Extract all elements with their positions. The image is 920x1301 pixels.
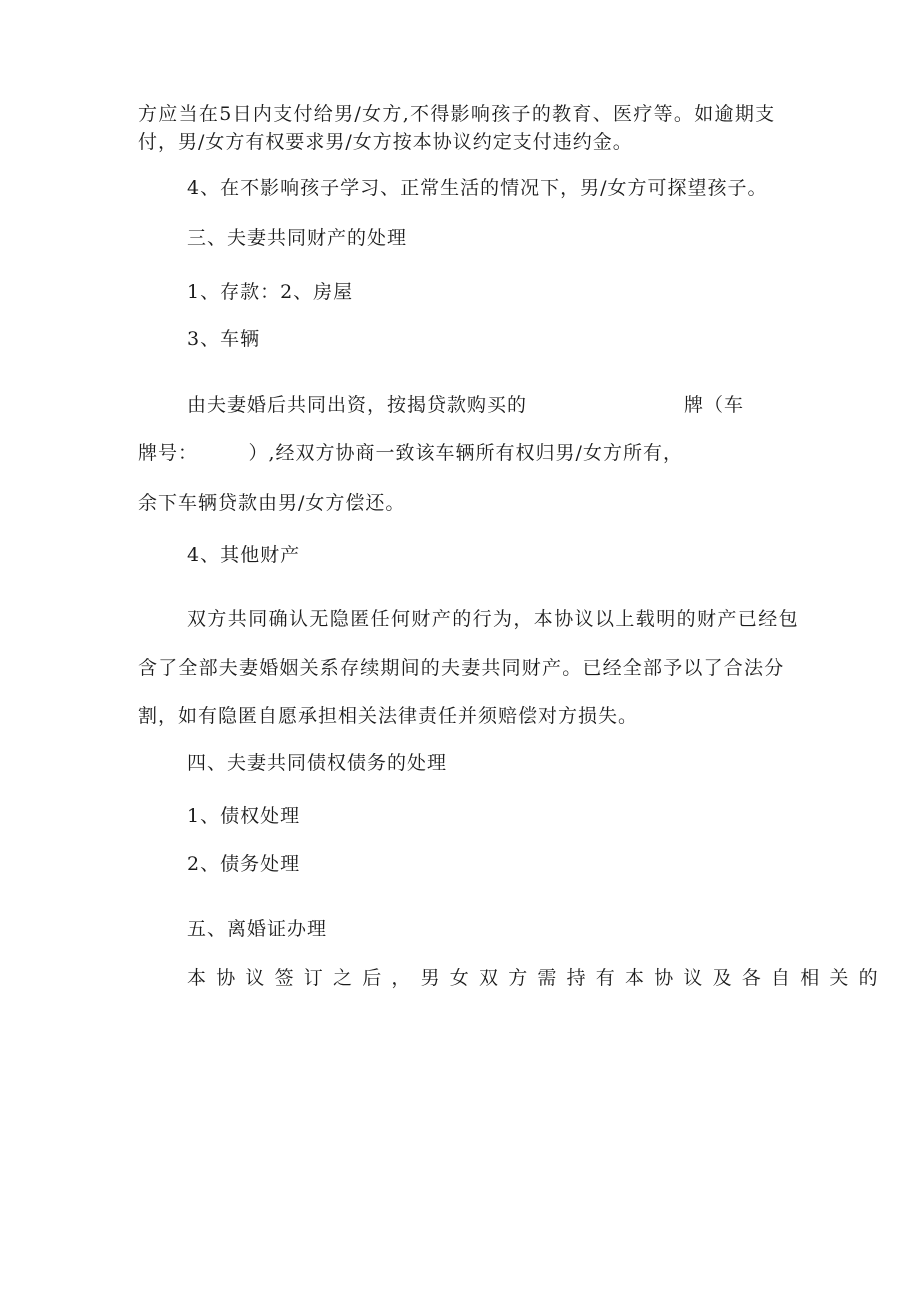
paragraph-line: 付，男/女方有权要求男/女方按本协议约定支付违约金。	[138, 131, 633, 153]
paragraph-line: 双方共同确认无隐匿任何财产的行为，本协议以上载明的财产已经包	[187, 608, 800, 630]
list-item: 2、债务处理	[187, 853, 301, 875]
paragraph-line: 由夫妻婚后共同出资，按揭贷款购买的	[187, 394, 528, 416]
paragraph-line: 牌（车	[684, 394, 745, 416]
section-heading: 四、夫妻共同债权债务的处理	[187, 752, 448, 774]
list-item: 4、在不影响孩子学习、正常生活的情况下，男/女方可探望孩子。	[187, 177, 768, 199]
list-item: 1、存款：2、房屋	[187, 281, 354, 303]
paragraph-line: 割，如有隐匿自愿承担相关法律责任并须赔偿对方损失。	[138, 705, 639, 727]
section-heading: 五、离婚证办理	[187, 918, 328, 940]
paragraph-line: 方应当在5日内支付给男/女方,不得影响孩子的教育、医疗等。如逾期支	[138, 103, 776, 125]
section-heading: 三、夫妻共同财产的处理	[187, 227, 408, 249]
list-item: 3、车辆	[187, 328, 261, 350]
paragraph-line: 含了全部夫妻婚姻关系存续期间的夫妻共同财产。已经全部予以了合法分	[138, 657, 785, 679]
list-item: 4、其他财产	[187, 544, 301, 566]
list-item: 1、债权处理	[187, 805, 301, 827]
paragraph-line: 本协议签订之后，男女双方需持有本协议及各自相关的	[187, 967, 888, 989]
paragraph-line: 余下车辆贷款由男/女方偿还。	[138, 492, 406, 514]
paragraph-line: 牌号： ）,经双方协商一致该车辆所有权归男/女方所有，	[138, 442, 683, 464]
